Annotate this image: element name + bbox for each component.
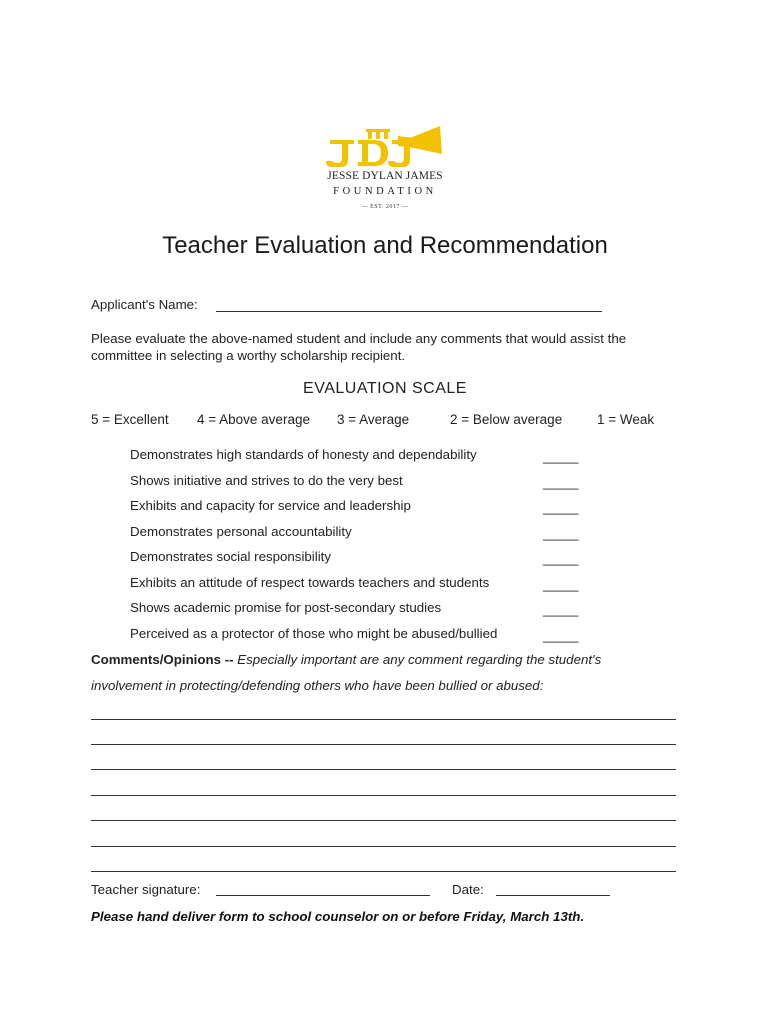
rating-blank[interactable]: _____ bbox=[543, 602, 579, 617]
scale-item-above-average: 4 = Above average bbox=[197, 412, 310, 427]
foundation-logo bbox=[318, 120, 452, 220]
rating-blank[interactable]: _____ bbox=[543, 449, 579, 464]
comment-line[interactable] bbox=[91, 769, 676, 770]
delivery-instructions: Please hand deliver form to school counselor on or before Friday, March 13th. bbox=[91, 909, 585, 924]
rating-blank[interactable]: _____ bbox=[543, 475, 579, 490]
criterion-label: Demonstrates personal accountability bbox=[130, 524, 352, 539]
instructions-line-2: committee in selecting a worthy scholarship recipient. bbox=[91, 348, 406, 363]
criterion-label: Shows initiative and strives to do the very best bbox=[130, 473, 403, 488]
logo-est-text: EST. 2017 bbox=[370, 204, 400, 210]
comments-instruction-line-2: involvement in protecting/defending others who have been bullied or abused: bbox=[91, 678, 544, 693]
teacher-signature-field[interactable] bbox=[216, 884, 430, 896]
comment-line[interactable] bbox=[91, 846, 676, 847]
trumpet-icon bbox=[318, 120, 452, 168]
scale-item-excellent: 5 = Excellent bbox=[91, 412, 169, 427]
comment-line[interactable] bbox=[91, 719, 676, 720]
rating-blank[interactable]: _____ bbox=[543, 551, 579, 566]
criterion-label: Demonstrates social responsibility bbox=[130, 549, 332, 564]
applicant-name-field[interactable] bbox=[216, 300, 602, 312]
rating-blank[interactable]: _____ bbox=[543, 628, 579, 643]
comment-line[interactable] bbox=[91, 795, 676, 796]
date-field[interactable] bbox=[496, 884, 610, 896]
rating-blank[interactable]: _____ bbox=[543, 577, 579, 592]
criterion-label: Exhibits and capacity for service and leadership bbox=[130, 498, 411, 513]
comments-label: Comments/Opinions -- bbox=[91, 652, 234, 667]
instructions-line-1: Please evaluate the above-named student and include any comments that would assist the bbox=[91, 331, 627, 346]
applicant-name-row bbox=[91, 297, 198, 312]
logo-org-name: JESSE DYLAN JAMES bbox=[327, 170, 443, 182]
applicant-name-label: Applicant's Name: bbox=[91, 297, 198, 312]
comment-line[interactable] bbox=[91, 871, 676, 872]
comments-heading bbox=[91, 652, 601, 667]
criterion-label: Demonstrates high standards of honesty and dependability bbox=[130, 447, 477, 462]
comments-instruction: Especially important are any comment regarding the student's bbox=[237, 652, 602, 667]
evaluation-scale-heading: EVALUATION SCALE bbox=[303, 380, 467, 397]
criterion-label: Perceived as a protector of those who might be abused/bullied bbox=[130, 626, 498, 641]
criterion-label: Exhibits an attitude of respect towards teachers and students bbox=[130, 575, 490, 590]
scale-item-average: 3 = Average bbox=[337, 412, 410, 427]
scale-item-weak: 1 = Weak bbox=[597, 412, 655, 427]
teacher-signature-label: Teacher signature: bbox=[91, 882, 201, 897]
date-label: Date: bbox=[452, 882, 484, 897]
logo-established: — EST. 2017 — bbox=[361, 204, 409, 210]
rating-blank[interactable]: _____ bbox=[543, 500, 579, 515]
scale-item-below-average: 2 = Below average bbox=[450, 412, 563, 427]
comment-line[interactable] bbox=[91, 820, 676, 821]
criterion-label: Shows academic promise for post-secondary studies bbox=[130, 600, 442, 615]
rating-blank[interactable]: _____ bbox=[543, 526, 579, 541]
comment-line[interactable] bbox=[91, 744, 676, 745]
logo-foundation-word: FOUNDATION bbox=[333, 186, 437, 197]
page-title: Teacher Evaluation and Recommendation bbox=[162, 232, 608, 259]
